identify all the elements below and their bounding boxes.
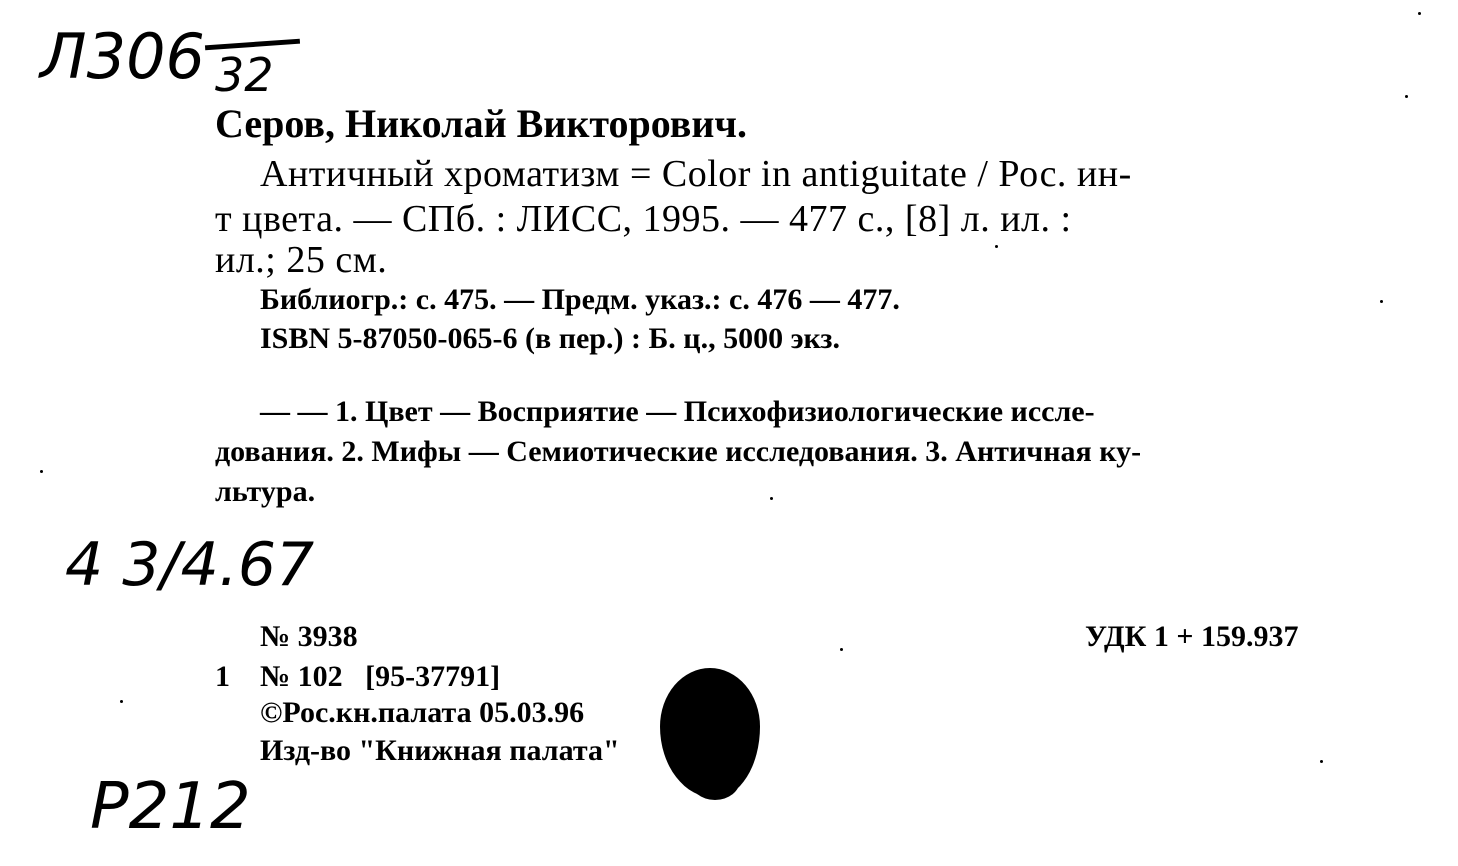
handwritten-fraction: 32 <box>215 48 274 102</box>
isbn-line: ISBN 5-87050-065-6 (в пер.) : Б. ц., 5000 экз. <box>260 322 840 355</box>
chamber-line: ©Рос.кн.палата 05.03.96 <box>260 696 585 729</box>
scan-speck <box>40 470 43 473</box>
udk-code: УДК 1 + 159.937 <box>1085 620 1299 653</box>
title-line-2: т цвета. — СПб. : ЛИСС, 1995. — 477 с., [8] л. ил. : <box>215 198 1072 240</box>
handwritten-shelf-mark: Л306 <box>40 20 205 93</box>
scan-speck <box>120 700 123 703</box>
scan-speck <box>840 648 843 651</box>
handwritten-bottom-mark: Р212 <box>90 770 251 844</box>
title-line-3: ил.; 25 см. <box>215 239 388 281</box>
subjects-line-1: — — 1. Цвет — Восприятие — Психофизиологические иссле- <box>260 395 1095 428</box>
title-line-1: Античный хроматизм = Color in antiguitate / Рос. ин- <box>260 153 1132 195</box>
subjects-line-2: дования. 2. Мифы — Семиотические исследования. 3. Античная ку- <box>215 435 1142 468</box>
author-heading: Серов, Николай Викторович. <box>215 101 747 146</box>
scan-speck <box>995 245 998 248</box>
record-number-prefix: 1 <box>215 660 230 693</box>
scan-speck <box>770 497 773 500</box>
scan-speck <box>1320 760 1323 763</box>
scan-speck <box>1380 300 1383 303</box>
ink-blot-tail <box>690 760 740 800</box>
scan-speck <box>1405 95 1408 98</box>
scan-speck <box>1418 12 1421 15</box>
publisher-line: Изд-во "Книжная палата" <box>260 734 620 767</box>
handwritten-class-number: 4 3/4.67 <box>65 530 315 600</box>
record-number-2: № 102 [95-37791] <box>260 660 501 693</box>
subjects-line-3: льтура. <box>215 475 316 508</box>
record-number: № 3938 <box>260 620 358 653</box>
bibliography-note: Библиогр.: с. 475. — Предм. указ.: с. 476 — 477. <box>260 283 900 316</box>
